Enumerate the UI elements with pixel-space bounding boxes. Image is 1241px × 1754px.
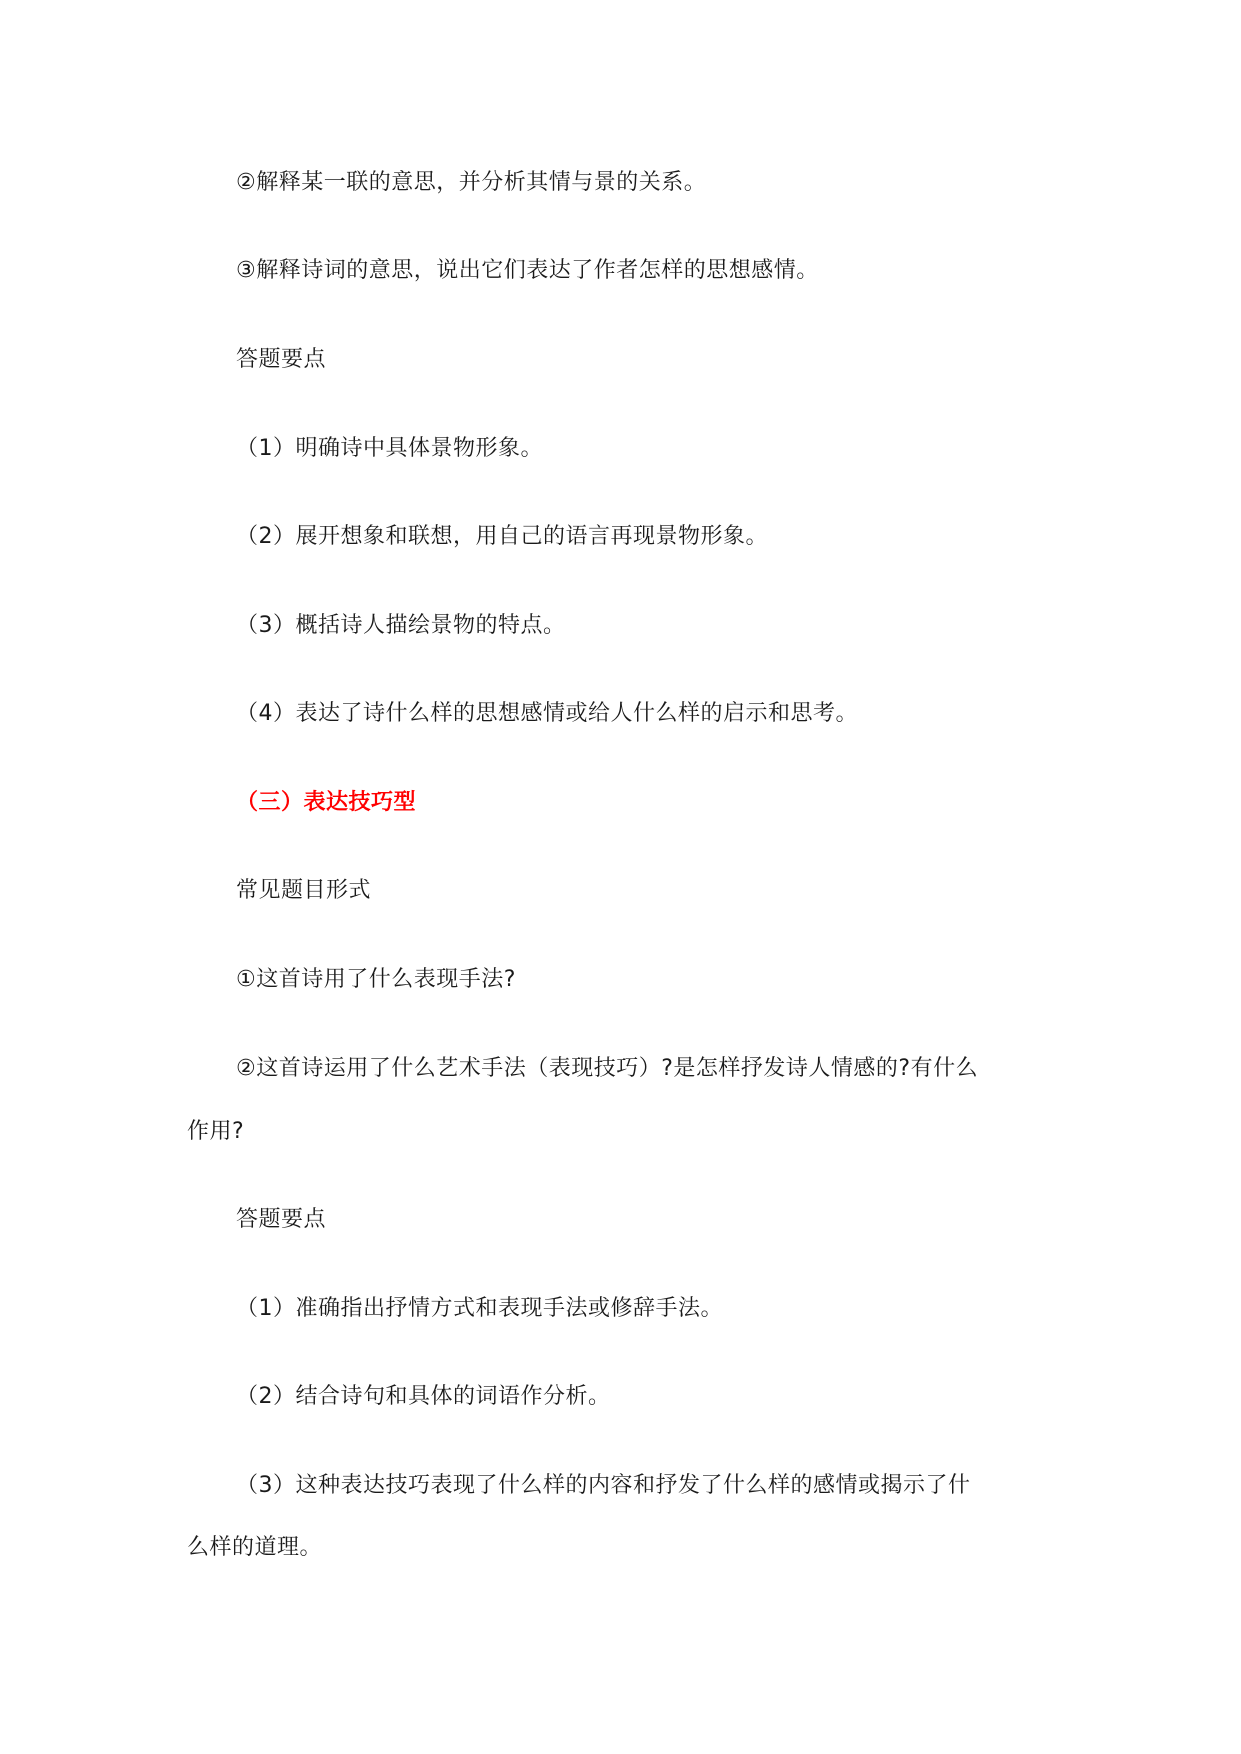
technique-point-3: （3）这种表达技巧表现了什么样的内容和抒发了什么样的感情或揭示了什 <box>236 1473 971 1498</box>
answer-point-1: （1）明确诗中具体景物形象。 <box>236 436 543 461</box>
answer-point-2: （2）展开想象和联想，用自己的语言再现景物形象。 <box>236 524 768 549</box>
answer-point-3: （3）概括诗人描绘景物的特点。 <box>236 613 566 638</box>
paragraph-explain-poem: ③解释诗词的意思，说出它们表达了作者怎样的思想感情。 <box>236 258 819 283</box>
technique-point-1: （1）准确指出抒情方式和表现手法或修辞手法。 <box>236 1296 723 1321</box>
question-form-2: ②这首诗运用了什么艺术手法（表现技巧）?是怎样抒发诗人情感的?有什么 <box>236 1056 979 1081</box>
question-form-2-continued: 作用? <box>187 1119 245 1144</box>
question-forms-label: 常见题目形式 <box>236 878 372 903</box>
technique-point-3-continued: 么样的道理。 <box>187 1535 323 1560</box>
section-heading: （三）表达技巧型 <box>236 790 417 815</box>
technique-point-2: （2）结合诗句和具体的词语作分析。 <box>236 1384 611 1409</box>
answer-point-4: （4）表达了诗什么样的思想感情或给人什么样的启示和思考。 <box>236 701 858 726</box>
answer-points-label-2: 答题要点 <box>236 1207 327 1232</box>
answer-points-label: 答题要点 <box>236 347 327 372</box>
paragraph-explain-couplet: ②解释某一联的意思，并分析其情与景的关系。 <box>236 170 707 195</box>
question-form-1: ①这首诗用了什么表现手法? <box>236 967 516 992</box>
